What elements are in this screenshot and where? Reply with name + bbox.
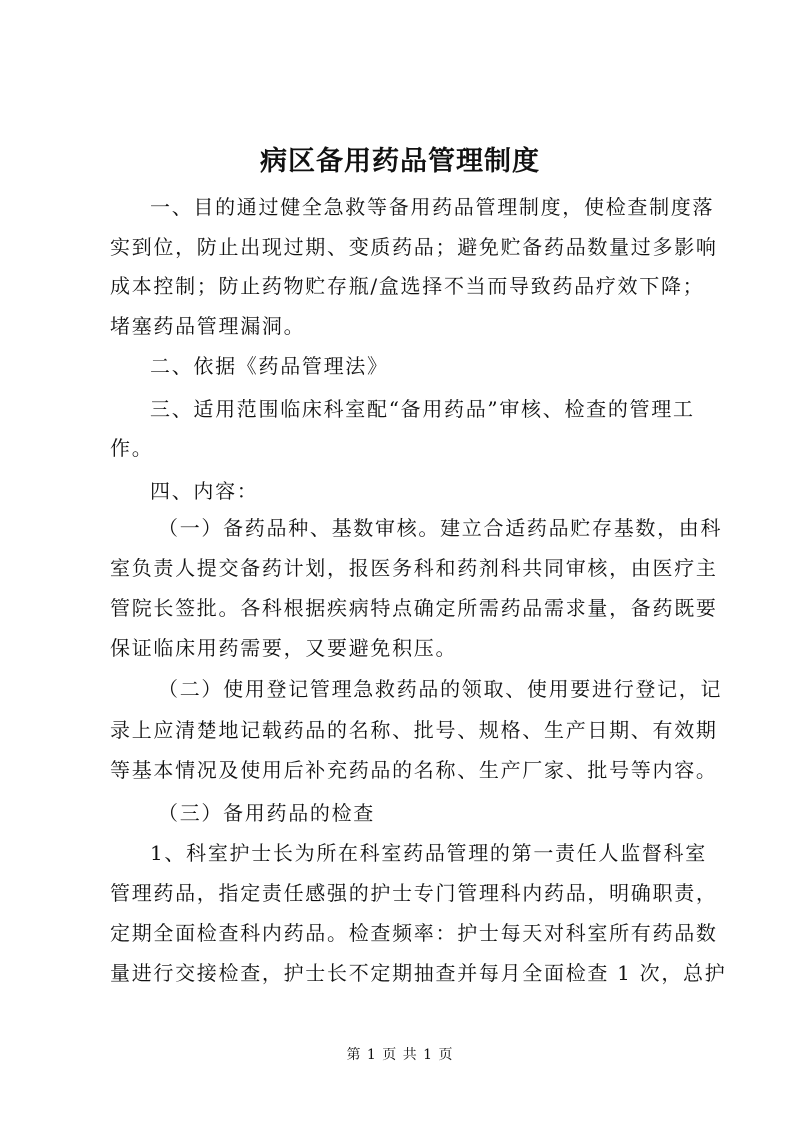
- paragraph-line: 管理药品，指定责任感强的护士专门管理科内药品，明确职责，: [110, 881, 718, 905]
- paragraph-line: 作。: [110, 436, 154, 460]
- paragraph-line: 三、适用范围临床科室配“备用药品”审核、检查的管理工: [150, 397, 695, 421]
- paragraph-line: 1、科室护士长为所在科室药品管理的第一责任人监督科室: [150, 841, 707, 865]
- paragraph-line: 堵塞药品管理漏洞。: [110, 314, 306, 338]
- paragraph-line: 室负责人提交备药计划，报医务科和药剂科共同审核，由医疗主: [110, 556, 718, 580]
- paragraph-line: （二）使用登记管理急救药品的领取、使用要进行登记，记: [158, 677, 723, 701]
- paragraph-line: 四、内容：: [150, 479, 259, 503]
- paragraph-line: 管院长签批。各科根据疾病特点确定所需药品需求量，备药既要: [110, 596, 718, 620]
- paragraph-line: 二、依据《药品管理法》: [150, 354, 389, 378]
- page-number: 第 1 页 共 1 页: [346, 1047, 454, 1063]
- paragraph-line: （一）备药品种、基数审核。建立合适药品贮存基数，由科: [158, 516, 723, 540]
- document-title: 病区备用药品管理制度: [260, 146, 540, 177]
- paragraph-line: 实到位，防止出现过期、变质药品；避免贮备药品数量过多影响: [110, 235, 718, 259]
- paragraph-line: 定期全面检查科内药品。检查频率：护士每天对科室所有药品数: [110, 921, 718, 945]
- paragraph-line: 保证临床用药需要，又要避免积压。: [110, 636, 458, 660]
- paragraph-line: （三）备用药品的检查: [158, 801, 375, 825]
- paragraph-line: 量进行交接检查，护士长不定期抽查并每月全面检查 1 次，总护: [110, 961, 727, 985]
- paragraph-line: 成本控制；防止药物贮存瓶/盒选择不当而导致药品疗效下降；: [110, 274, 705, 298]
- paragraph-line: 等基本情况及使用后补充药品的名称、生产厂家、批号等内容。: [110, 758, 718, 782]
- paragraph-line: 一、目的通过健全急救等备用药品管理制度，使检查制度落: [150, 195, 715, 219]
- paragraph-line: 录上应清楚地记载药品的名称、批号、规格、生产日期、有效期: [110, 718, 718, 742]
